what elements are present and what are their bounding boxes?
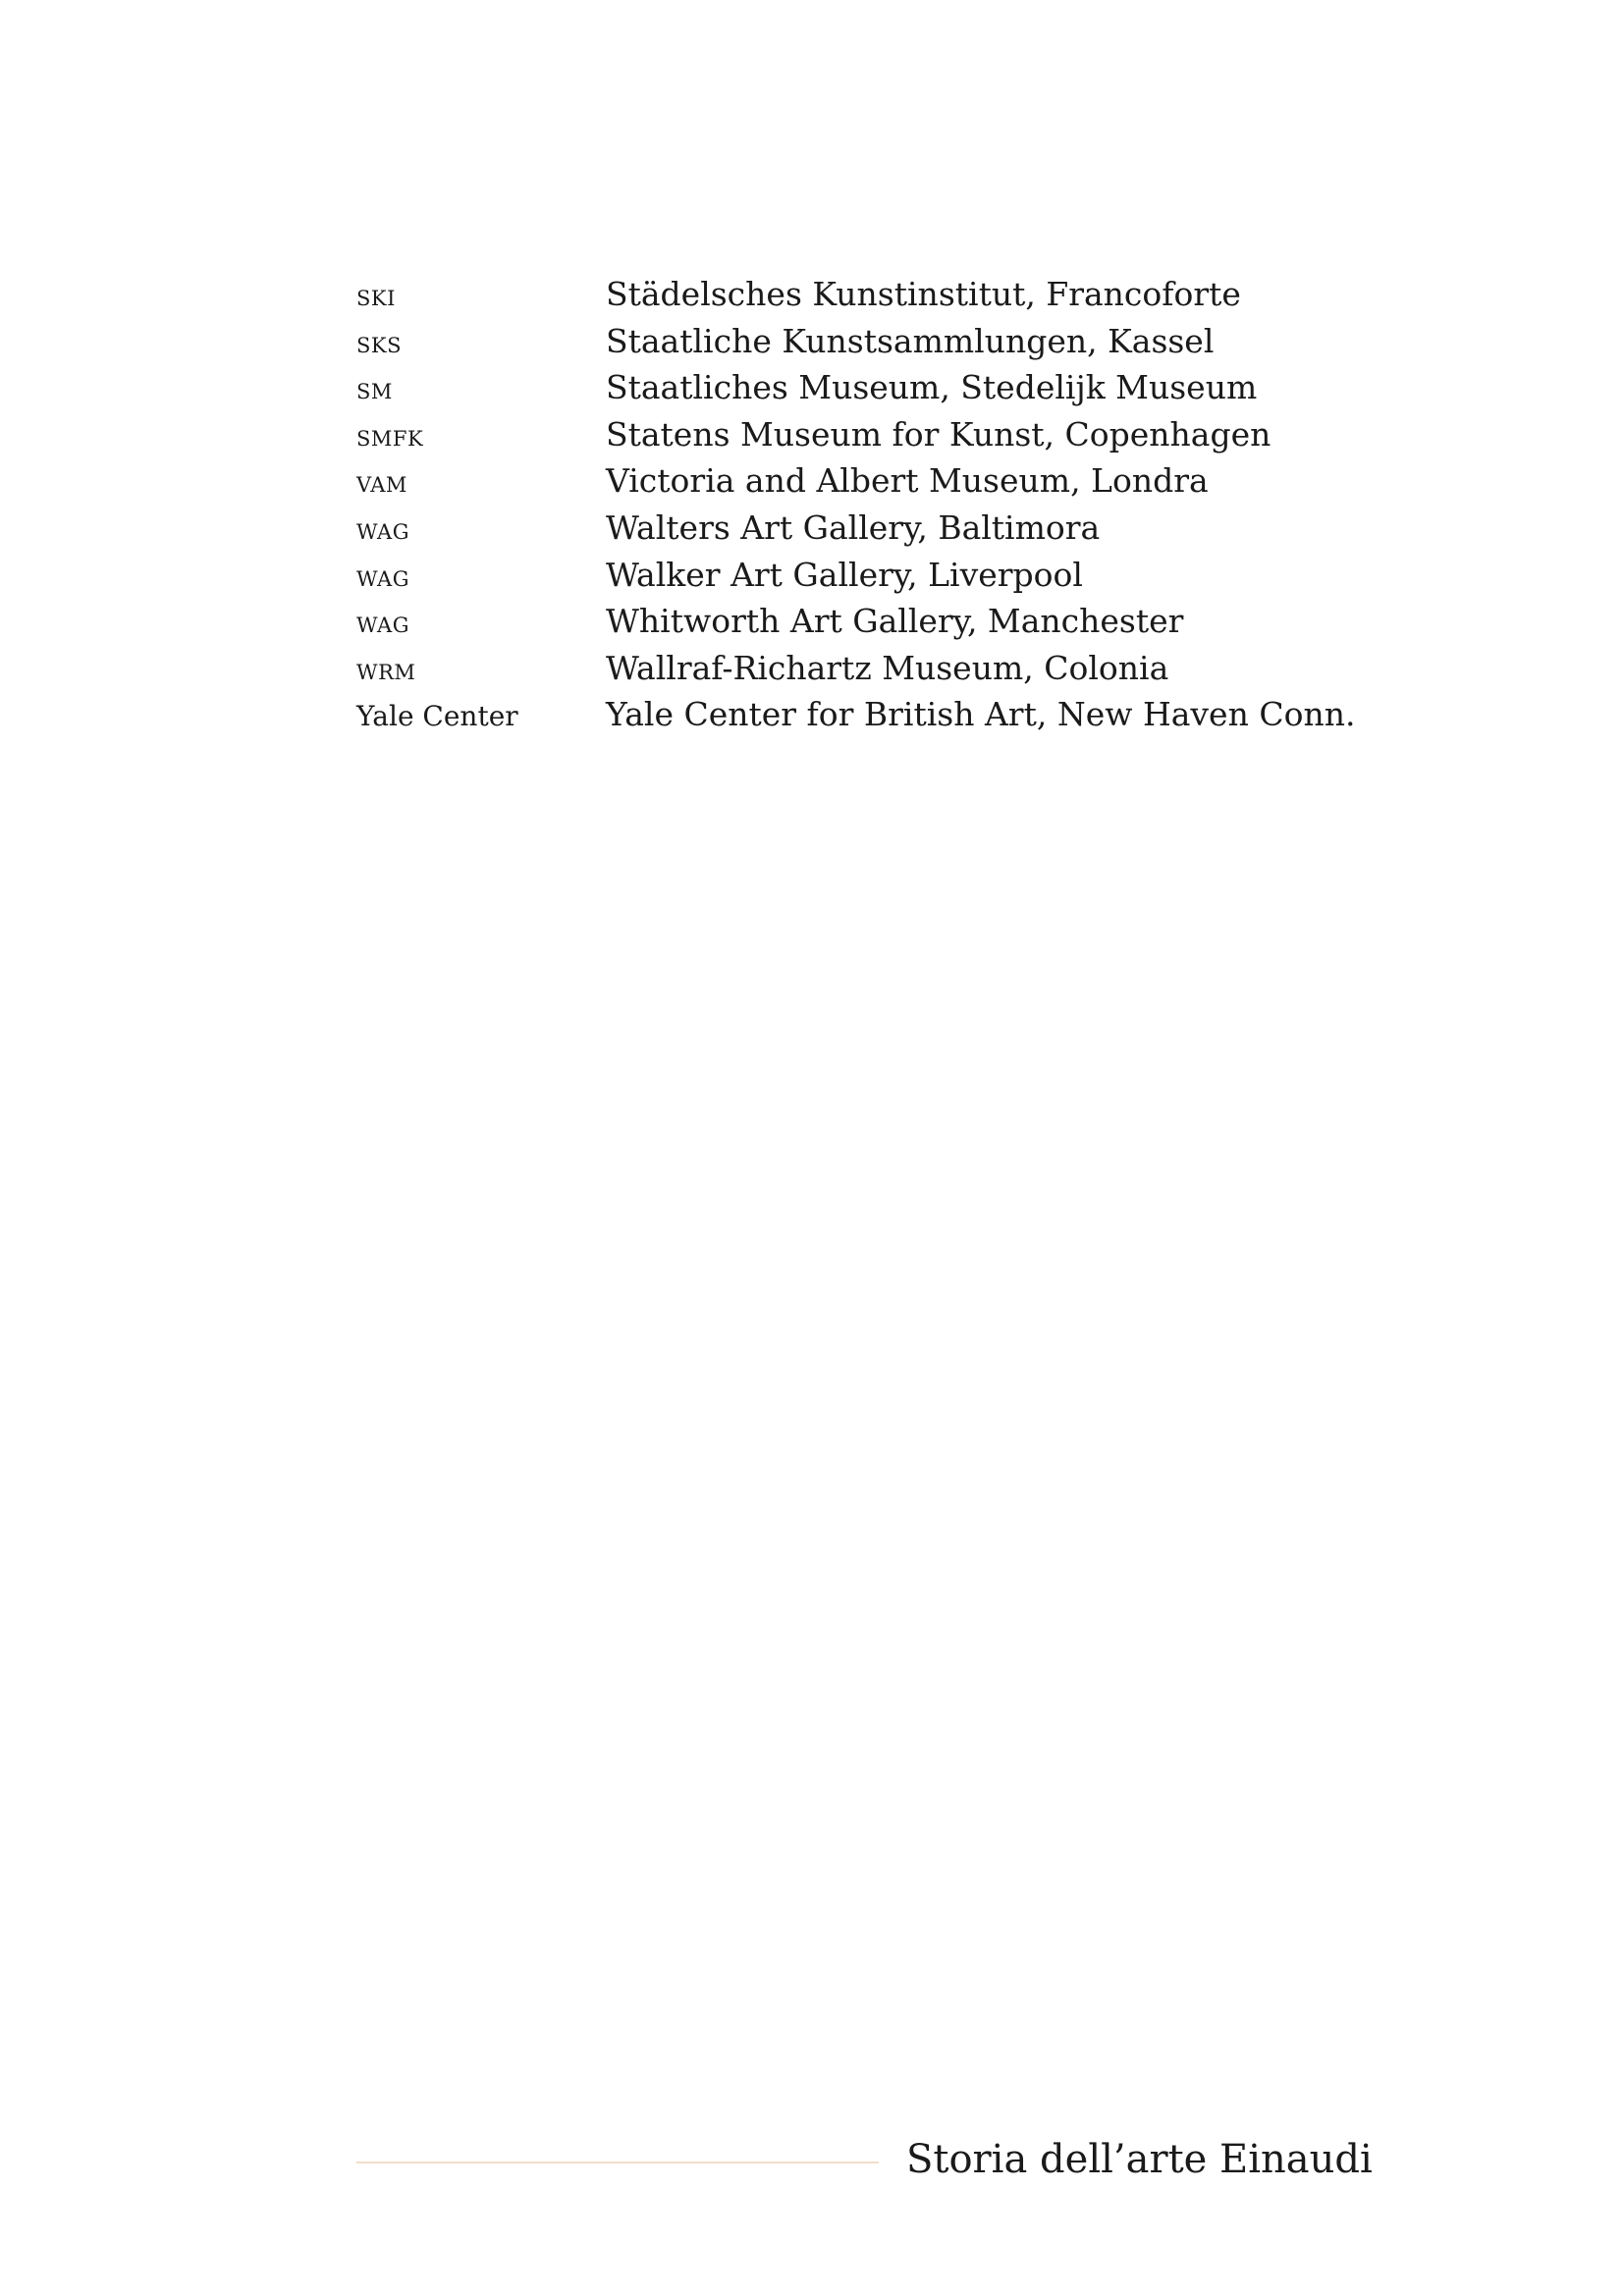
- abbreviation-row: [356, 691, 1356, 738]
- abbreviation-row: [356, 318, 1338, 365]
- abbreviation-expansion: Staatliches Museum, Stedelijk Museum: [606, 368, 1258, 407]
- abbreviation-row: [356, 505, 1338, 552]
- abbreviation-expansion: Walters Art Gallery, Baltimora: [606, 507, 1101, 547]
- abbreviation-expansion: Wallraf-Richartz Museum, Colonia: [606, 648, 1169, 687]
- abbreviation-row: [356, 271, 1338, 318]
- abbreviation: ski: [356, 279, 396, 313]
- abbreviation: Yale Center: [356, 700, 518, 733]
- footer-title: Storia dell’arte Einaudi: [906, 2137, 1373, 2182]
- abbreviation-expansion: Städelsches Kunstinstitut, Francoforte: [606, 275, 1241, 313]
- abbreviation: vam: [356, 465, 407, 501]
- abbreviation-row: [356, 552, 1338, 599]
- abbreviation-row: [356, 364, 1338, 411]
- abbreviation: sm: [356, 372, 393, 407]
- abbreviation-row: [356, 457, 1338, 505]
- abbreviation: wag: [356, 606, 409, 641]
- abbreviation: wrm: [356, 652, 416, 687]
- abbreviation-row: [356, 645, 1338, 692]
- abbreviation-expansion: Victoria and Albert Museum, Londra: [606, 461, 1209, 501]
- page-footer: [356, 2120, 1373, 2199]
- abbreviation: wag: [356, 559, 409, 594]
- footer-rule: [356, 2162, 879, 2163]
- abbreviation-row: [356, 598, 1338, 645]
- abbreviation-expansion: Whitworth Art Gallery, Manchester: [606, 602, 1184, 641]
- abbreviation: sks: [356, 325, 402, 360]
- abbreviation-row: [356, 411, 1338, 458]
- abbreviation: wag: [356, 511, 409, 547]
- abbreviation-expansion: Staatliche Kunstsammlungen, Kassel: [606, 321, 1215, 360]
- abbreviation-list: [356, 271, 1356, 738]
- abbreviation-expansion: Yale Center for British Art, New Haven Conn.: [606, 695, 1356, 734]
- abbreviation-expansion: Statens Museum for Kunst, Copenhagen: [606, 414, 1271, 454]
- abbreviation-expansion: Walker Art Gallery, Liverpool: [606, 555, 1083, 594]
- abbreviation: smfk: [356, 418, 424, 454]
